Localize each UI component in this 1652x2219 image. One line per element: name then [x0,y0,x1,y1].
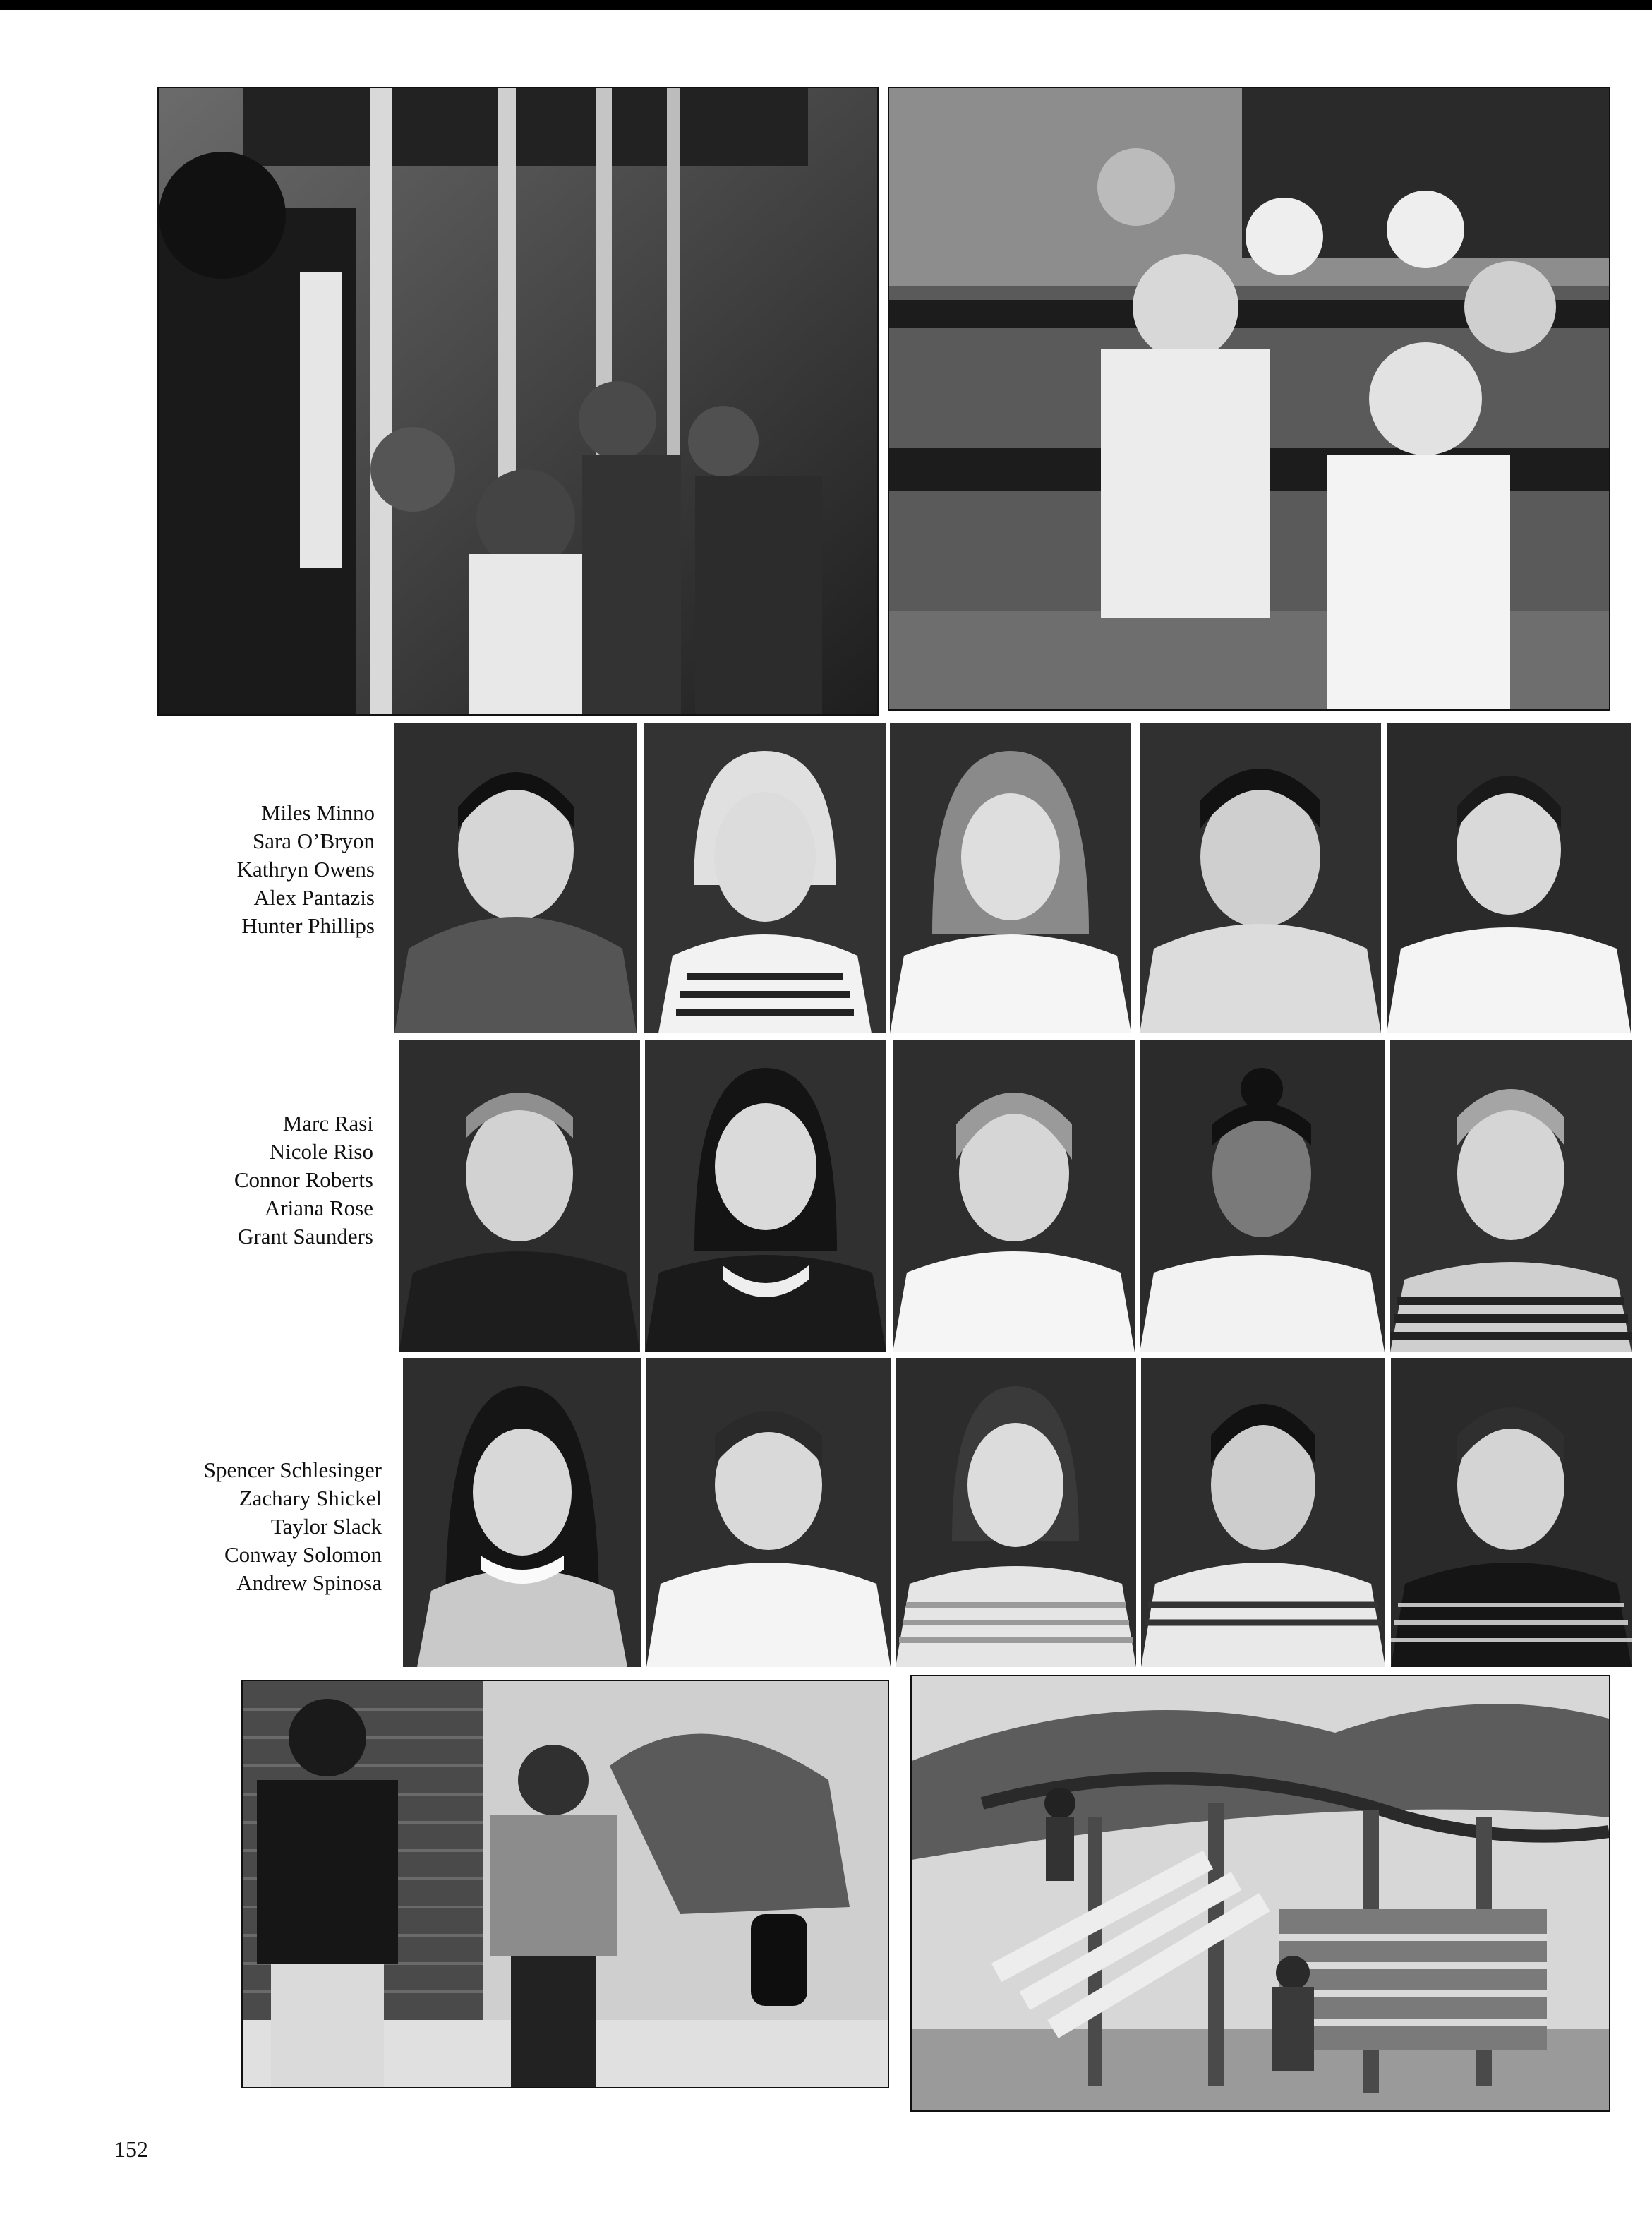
student-name: Hunter Phillips [241,913,375,938]
student-name: Alex Pantazis [253,885,375,910]
student-name: Connor Roberts [234,1167,373,1192]
student-name: Zachary Shickel [239,1486,382,1510]
student-name: Ariana Rose [264,1196,373,1220]
student-name: Conway Solomon [224,1542,382,1567]
student-name: Nicole Riso [269,1139,373,1164]
portrait-alex-pantazis [1140,723,1381,1033]
portrait-sara-obryon [644,723,886,1033]
student-name: Sara O’Bryon [252,829,375,853]
portrait-grant-saunders [1390,1040,1632,1352]
portrait-conway-solomon [1141,1358,1385,1667]
portrait-kathryn-owens [890,723,1131,1033]
photo-hallway-greeting [241,1680,889,2088]
portrait-spencer-schlesinger [403,1358,641,1667]
portrait-taylor-slack [896,1358,1136,1667]
student-name: Spencer Schlesinger [203,1457,382,1482]
portrait-marc-rasi [399,1040,640,1352]
row-3-name-list [204,1456,382,1597]
portrait-andrew-spinosa [1391,1358,1632,1667]
photo-walkway-line [157,87,879,716]
student-name: Miles Minno [260,800,375,825]
page-top-border [0,0,1652,10]
portrait-nicole-riso [645,1040,886,1352]
student-name: Marc Rasi [282,1111,373,1136]
photo-playground-climbing [910,1675,1610,2112]
portrait-miles-minno [394,723,637,1033]
student-name: Kathryn Owens [236,857,375,882]
student-name: Grant Saunders [238,1224,373,1249]
portrait-zachary-shickel [646,1358,891,1667]
row-1-name-list [237,799,375,940]
page-number: 152 [114,2136,148,2162]
student-name: Andrew Spinosa [236,1570,382,1595]
portrait-connor-roberts [893,1040,1135,1352]
photo-picnic-lunch [888,87,1610,711]
portrait-ariana-rose [1140,1040,1385,1352]
student-name: Taylor Slack [270,1514,382,1539]
row-2-name-list [234,1110,373,1251]
portrait-hunter-phillips [1387,723,1631,1033]
